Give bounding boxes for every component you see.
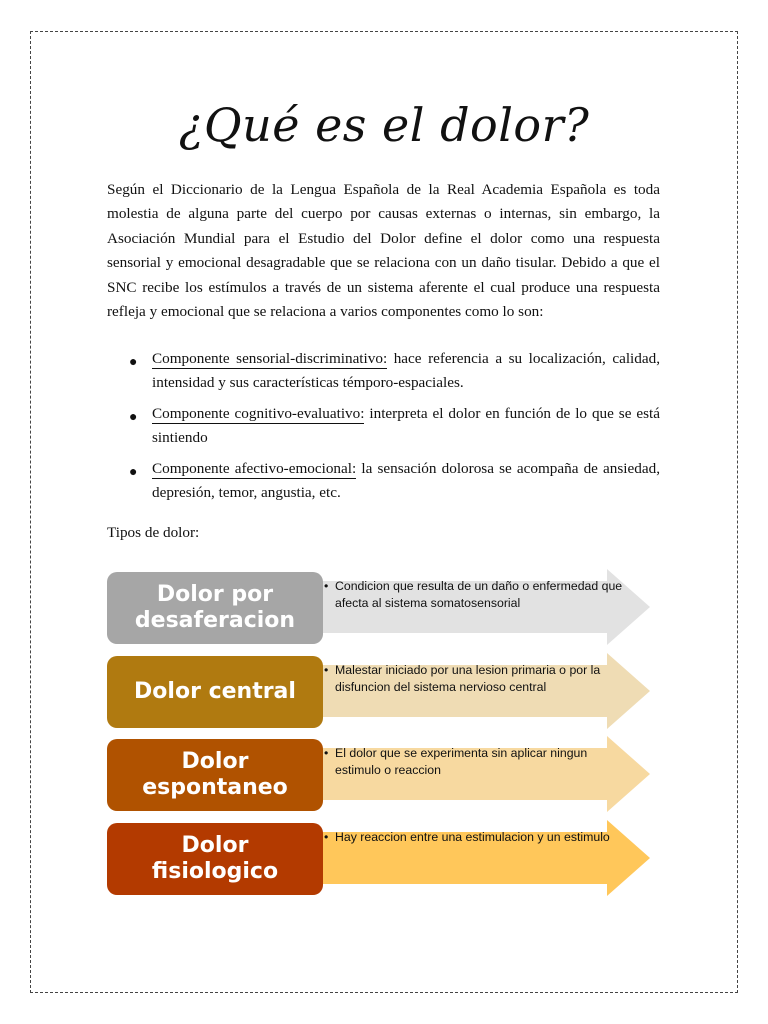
component-text: interpreta el dolor en función de lo que se está sintiendo	[152, 405, 660, 446]
page-title: ¿Qué es el dolor?	[178, 98, 590, 152]
bullet-icon: ●	[129, 465, 138, 480]
pain-type-box: Dolor fisiologico	[107, 823, 323, 895]
pain-type-description	[324, 829, 635, 846]
bullet-icon: •	[324, 830, 329, 844]
pain-type-description	[324, 745, 635, 779]
description-text: Malestar iniciado por una lesion primaria o por la disfuncion del sistema nervioso central	[335, 663, 601, 694]
list-item	[107, 347, 660, 395]
bullet-icon: •	[324, 663, 329, 677]
pain-type-box: Dolor central	[107, 656, 323, 728]
bullet-icon: ●	[129, 410, 138, 425]
types-label: Tipos de dolor:	[107, 524, 200, 541]
bullet-icon: •	[324, 746, 329, 760]
components-list	[107, 347, 660, 512]
pain-type-row	[107, 820, 652, 896]
pain-type-row	[107, 569, 652, 645]
component-text: la sensación dolorosa se acompaña de ansiedad, depresión, temor, angustia, etc.	[152, 460, 660, 501]
pain-type-box: Dolor por desaferacion	[107, 572, 323, 644]
component-text: hace referencia a su localización, calidad, intensidad y sus características témporo-espaciales.	[152, 350, 660, 391]
bullet-icon: •	[324, 579, 329, 593]
description-text: Condicion que resulta de un daño o enfermedad que afecta al sistema somatosensorial	[335, 579, 623, 610]
pain-type-description	[324, 578, 635, 612]
pain-type-row	[107, 653, 652, 729]
component-term: Componente afectivo-emocional:	[152, 460, 357, 477]
bullet-icon: ●	[129, 355, 138, 370]
pain-type-description	[324, 662, 635, 696]
pain-type-box: Dolor espontaneo	[107, 739, 323, 811]
pain-type-row	[107, 736, 652, 812]
component-term: Componente cognitivo-evaluativo:	[152, 405, 365, 422]
description-text: El dolor que se experimenta sin aplicar ningun estimulo o reaccion	[335, 746, 588, 777]
description-text: Hay reaccion entre una estimulacion y un estimulo	[335, 830, 610, 844]
list-item	[107, 402, 660, 450]
list-item	[107, 457, 660, 505]
intro-paragraph: Según el Diccionario de la Lengua Española de la Real Academia Española es toda molestia de alguna parte del cuerpo por causas externas o internas, sin embargo, la Asociación Mundial para el Estudio del Dolor define el dolor como una respuesta sensorial y emocional desagradable que se relaciona con un daño tisular. Debido a que el SNC recibe los estímulos a través de un sistema aferente el cual produce una respuesta refleja y emocional que se relaciona a varios componentes como lo son:	[107, 181, 660, 321]
component-term: Componente sensorial-discriminativo:	[152, 350, 388, 367]
